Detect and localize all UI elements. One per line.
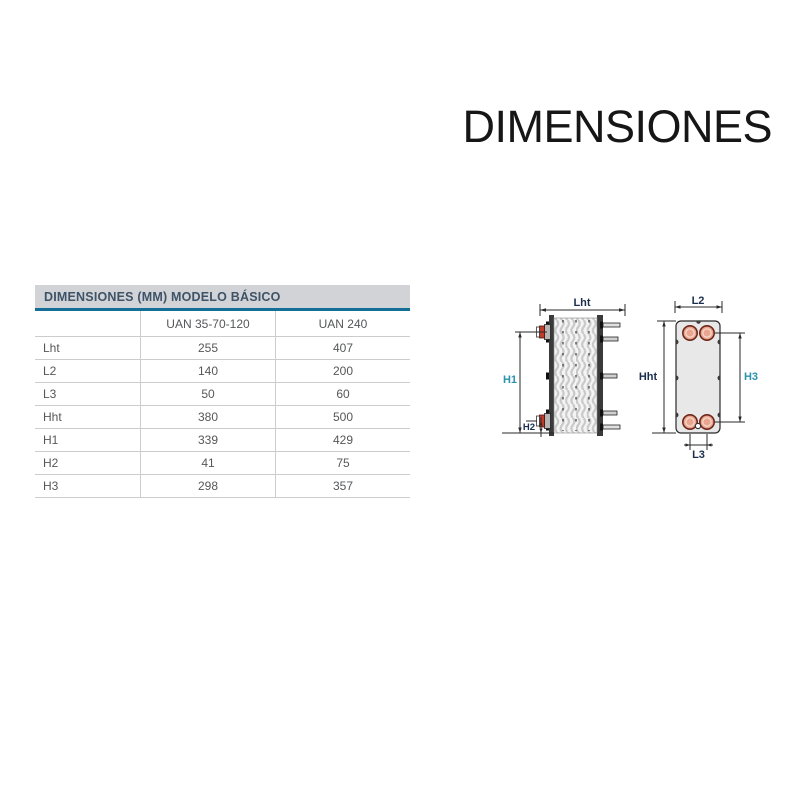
dim-label-l3: L3 xyxy=(692,449,705,461)
table-row xyxy=(35,360,410,383)
dim-label-h1: H1 xyxy=(502,374,518,386)
cell-value: 357 xyxy=(275,475,410,498)
table-row xyxy=(35,337,410,360)
table-header-band: DIMENSIONES (MM) MODELO BÁSICO xyxy=(35,285,410,311)
bottom-center-hole xyxy=(695,423,700,428)
row-label: H2 xyxy=(35,452,140,475)
cell-value: 298 xyxy=(140,475,275,498)
dim-label-lht: Lht xyxy=(573,297,591,309)
dim-label-l2: L2 xyxy=(691,295,705,307)
cell-value: 407 xyxy=(275,337,410,360)
cell-value: 255 xyxy=(140,337,275,360)
table-row xyxy=(35,406,410,429)
table-row xyxy=(35,383,410,406)
dimensions-table xyxy=(35,285,410,498)
row-label: H1 xyxy=(35,429,140,452)
row-label: L2 xyxy=(35,360,140,383)
cell-value: 140 xyxy=(140,360,275,383)
table-column-header-row xyxy=(35,311,410,337)
table-row xyxy=(35,475,410,498)
cell-value: 200 xyxy=(275,360,410,383)
front-plate xyxy=(676,321,720,433)
front-view xyxy=(639,295,758,461)
cell-value: 75 xyxy=(275,452,410,475)
table-row xyxy=(35,429,410,452)
table-row xyxy=(35,452,410,475)
cell-value: 41 xyxy=(140,452,275,475)
cell-value: 500 xyxy=(275,406,410,429)
row-label: Lht xyxy=(35,337,140,360)
cell-value: 339 xyxy=(140,429,275,452)
cell-value: 380 xyxy=(140,406,275,429)
page-title: DIMENSIONES xyxy=(462,101,772,152)
dim-label-hht: Hht xyxy=(638,371,658,383)
cell-value: 50 xyxy=(140,383,275,406)
row-label: H3 xyxy=(35,475,140,498)
dim-label-h2: H2 xyxy=(522,422,536,433)
cell-value: 60 xyxy=(275,383,410,406)
heat-exchanger-dimensions-diagram xyxy=(490,278,780,473)
cell-value: 429 xyxy=(275,429,410,452)
corner-cell xyxy=(35,311,140,337)
column-header-uan-240: UAN 240 xyxy=(275,311,410,337)
side-port-bottom xyxy=(537,414,551,429)
row-label: L3 xyxy=(35,383,140,406)
column-header-uan-35-70-120: UAN 35-70-120 xyxy=(140,311,275,337)
side-view xyxy=(502,297,625,437)
dim-label-h3: H3 xyxy=(743,371,759,383)
row-label: Hht xyxy=(35,406,140,429)
